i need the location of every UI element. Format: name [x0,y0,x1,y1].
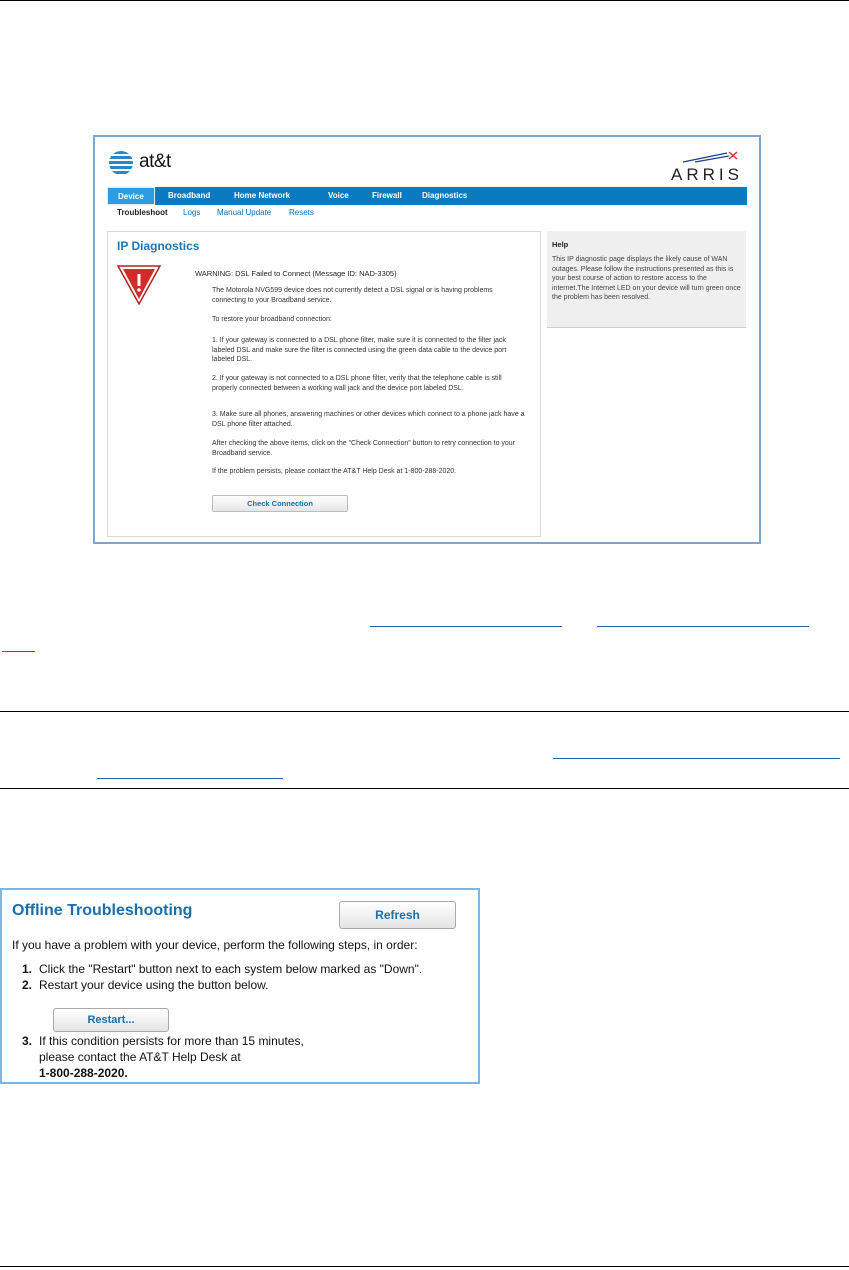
check-connection-button[interactable]: Check Connection [212,495,348,512]
step-number: 2. [22,978,33,992]
offline-troubleshooting-screenshot [0,888,480,1084]
paragraph: 2. If your gateway is not connected to a DSL phone filter, verify that the telephone cable is still properly connected between a working wall jack and the device port labeled DSL. [212,375,502,392]
note-top-rule [0,711,849,712]
paragraph: 1. If your gateway is connected to a DSL phone filter, make sure it is connected to the filter jack labeled DSL and make sure the filter is connected using the green data cable to the device port labeled DSL. [212,337,507,363]
paragraph: If the problem persists, please contact the AT&T Help Desk at 1-800-288-2020. [212,468,457,475]
tab-broadband[interactable]: Broadband [168,191,211,200]
subtab-troubleshoot[interactable]: Troubleshoot [117,208,168,217]
top-rule [0,0,849,1]
subtab-resets[interactable]: Resets [289,208,314,217]
step-number: 1. [22,962,33,976]
tab-device[interactable]: Device [107,187,155,205]
tab-diagnostics[interactable]: Diagnostics [422,191,468,200]
help-panel [547,231,746,328]
diagnostics-panel [107,231,541,537]
main-nav [107,187,747,205]
restart-button[interactable]: Restart... [53,1008,169,1032]
help-desk-phone: 1-800-288-2020. [39,1066,128,1080]
link-underline[interactable] [597,626,809,627]
offline-intro: If you have a problem with your device, perform the following steps, in order: [12,938,418,952]
tab-home-network[interactable]: Home Network [234,191,291,200]
tab-voice[interactable]: Voice [328,191,349,200]
warning-icon [116,264,162,306]
help-text: This IP diagnostic page displays the likely cause of WAN outages. Please follow the instructions presented as this is your best course of action to restore access to the internet.The Internet LED on your device will turn green once the problem has been resolved. [552,256,741,301]
note-bottom-rule [0,788,849,789]
offline-title: Offline Troubleshooting [12,902,193,919]
help-title: Help [552,240,569,249]
link-underline[interactable] [553,758,840,759]
link-underline[interactable] [97,778,283,779]
step-number: 3. [22,1034,33,1048]
ip-diagnostics-screenshot [93,135,761,544]
paragraph: After checking the above items, click on the "Check Connection" button to retry connection to your Broadband service. [212,440,516,457]
subtab-logs[interactable]: Logs [183,208,201,217]
arris-swoosh-icon [681,151,739,163]
att-logo-text: at&t [139,151,171,172]
step-text: Restart your device using the button below. [39,978,269,992]
paragraph: The Motorola NVG599 device does not currently detect a DSL signal or is having problems connecting to your Broadband service. [212,287,493,304]
tab-firewall[interactable]: Firewall [372,191,402,200]
link-underline[interactable] [370,626,562,627]
paragraph: 3. Make sure all phones, answering machines or other devices which connect to a phone jack have a DSL phone filter attached. [212,411,525,428]
bottom-rule [0,1266,849,1267]
warning-message: WARNING: DSL Failed to Connect (Message ID: NAD-3305) [195,269,397,278]
arris-logo-text: ARRIS [671,165,743,184]
step-text: please contact the AT&T Help Desk at [39,1050,241,1064]
refresh-button[interactable]: Refresh [339,901,456,929]
link-underline[interactable] [2,651,35,652]
att-globe-icon [109,151,133,175]
page-title: IP Diagnostics [117,239,200,253]
paragraph: To restore your broadband connection: [212,316,332,323]
step-text: If this condition persists for more than 15 minutes, [39,1034,304,1048]
subtab-manual-update[interactable]: Manual Update [217,208,272,217]
step-text: Click the "Restart" button next to each system below marked as "Down". [39,962,423,976]
